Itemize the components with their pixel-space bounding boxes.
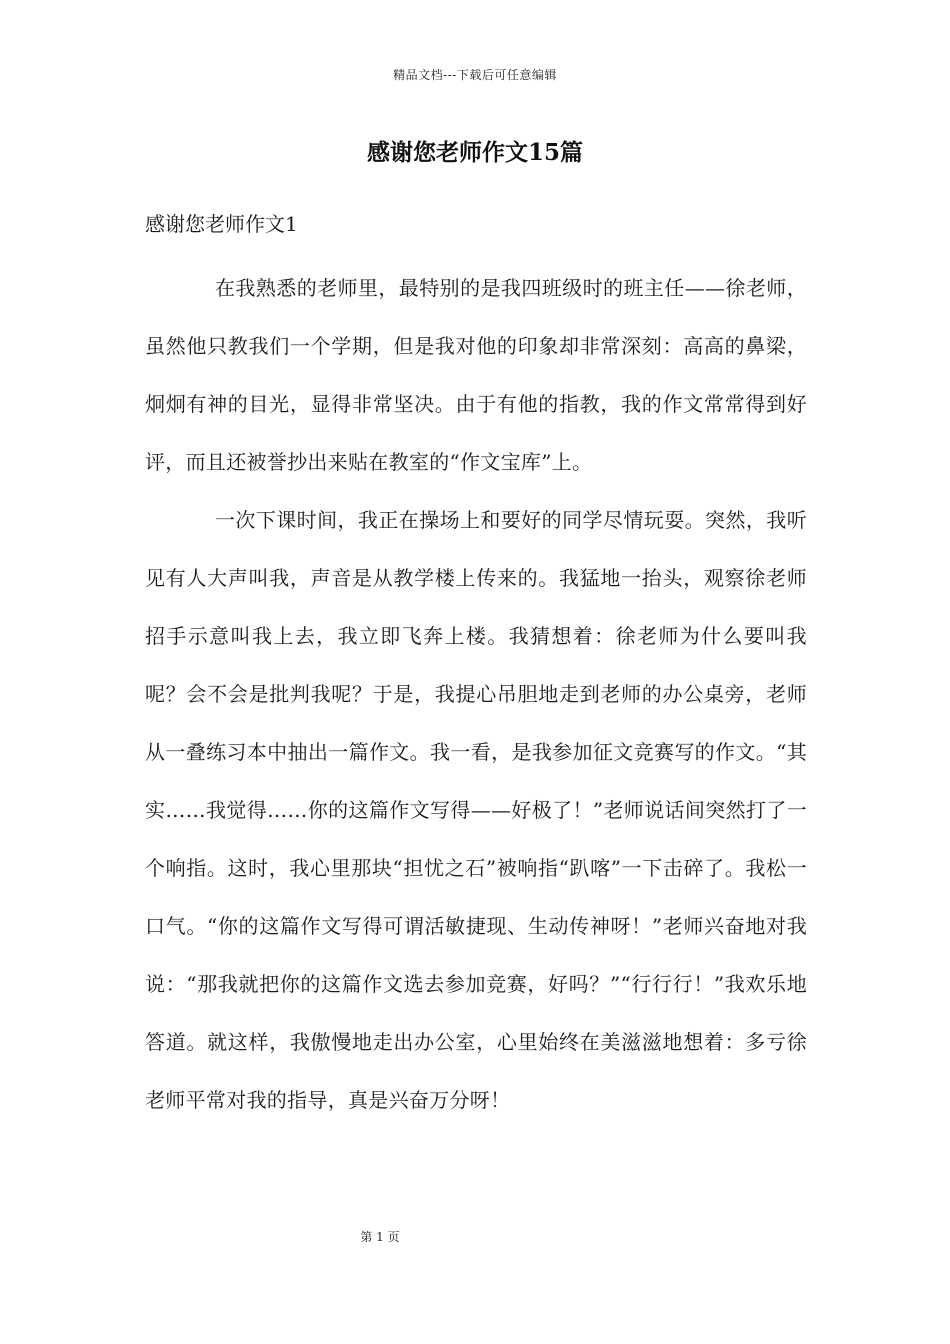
header-note: 精品文档---下载后可任意编辑	[393, 68, 557, 82]
article-body	[145, 259, 807, 1129]
paragraph: 在我熟悉的老师里，最特别的是我四班级时的班主任——徐老师，虽然他只教我们一个学期，但是我对他的印象却非常深刻：高高的鼻梁，炯炯有神的目光，显得非常坚决。由于有他的指教，我的作文常常得到好评，而且还被誉抄出来贴在教室的“作文宝库”上。	[145, 276, 807, 474]
section-heading: 感谢您老师作文1	[145, 212, 298, 236]
document-title: 感谢您老师作文15篇	[366, 139, 583, 166]
page-number: 第 1 页	[360, 1230, 400, 1244]
paragraph: 一次下课时间，我正在操场上和要好的同学尽情玩耍。突然，我听见有人大声叫我，声音是从教学楼上传来的。我猛地一抬头，观察徐老师招手示意叫我上去，我立即飞奔上楼。我猜想着：徐老师为什么要叫我呢？会不会是批判我呢？于是，我提心吊胆地走到老师的办公桌旁，老师从一叠练习本中抽出一篇作文。我一看，是我参加征文竞赛写的作文。“其实……我觉得……你的这篇作文写得——好极了！”老师说话间突然打了一个响指。这时，我心里那块“担忧之石”被响指“趴喀”一下击碎了。我松一口气。“你的这篇作文写得可谓活敏捷现、生动传神呀！”老师兴奋地对我说：“那我就把你的这篇作文选去参加竞赛，好吗？”“行行行！”我欢乐地答道。就这样，我傲慢地走出办公室，心里始终在美滋滋地想着：多亏徐老师平常对我的指导，真是兴奋万分呀！	[145, 508, 807, 1112]
